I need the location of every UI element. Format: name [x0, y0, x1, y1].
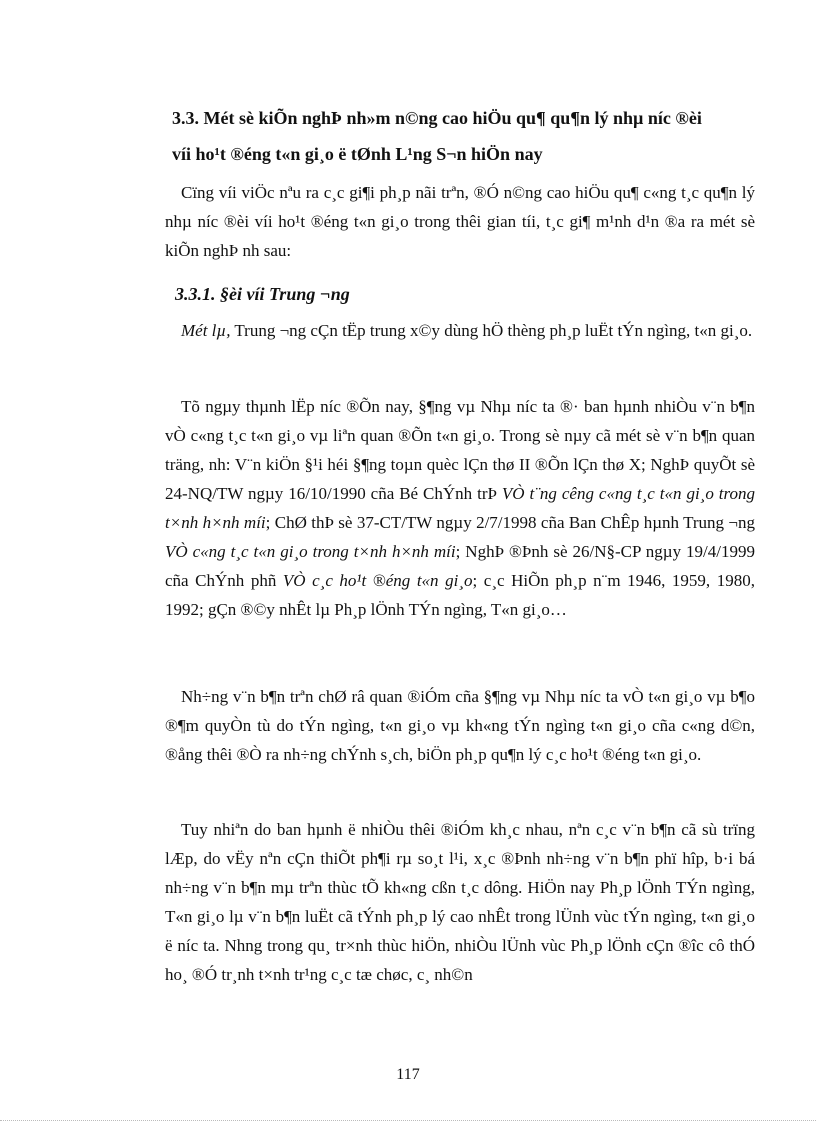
recommendation-one-paragraph: [165, 316, 755, 345]
section-heading-line-2: víi ho¹t ®éng t«n gi¸o ë tØnh L¹ng S¬n hiÖn nay: [172, 144, 543, 164]
recommendation-one-lead: Mét lµ,: [181, 321, 231, 340]
page-bottom-divider: [0, 1120, 816, 1121]
recommendation-one-text: Trung ¬ng cÇn tËp trung x©y dùng hÖ thèng ph¸p luËt tÝn ngìng, t«n gi¸o.: [230, 321, 753, 340]
review-paragraph: Tuy nhiªn do ban hµnh ë nhiÒu thêi ®iÓm kh¸c nhau, nªn c¸c v¨n b¶n cã sù trïng lÆp, do vËy nªn cÇn thiÕt ph¶i rµ so¸t l¹i, x¸c ®Þnh nh÷ng v¨n b¶n phï hîp, b·i bá nh÷ng v¨n b¶n mµ trªn thùc tÕ kh«ng cßn t¸c dông. HiÖn nay Ph¸p lÖnh TÝn ngìng, T«n gi¸o lµ v¨n b¶n luËt cã tÝnh ph¸p lý cao nhÊt trong lÜnh vùc tÝn ngìng, t«n gi¸o ë níc ta. Nhng trong qu¸ tr×nh thùc hiÖn, nhiÒu lÜnh vùc Ph¸p lÖnh cÇn ®îc cô thÓ ho¸ ®Ó tr¸nh t×nh tr¹ng c¸c tæ chøc, c¸ nh©n: [165, 820, 755, 984]
legal-text-2: ; ChØ thÞ sè 37-CT/TW ngµy 2/7/1998 cña Ban ChÊp hµnh Trung ¬ng: [265, 513, 755, 532]
legal-documents-paragraph: [165, 392, 755, 624]
legal-italic-title-1: VÒ t¨ng cêng c«ng t¸c t«n gi¸o trong t×nh h×nh míi: [165, 484, 755, 532]
legal-italic-title-2: VÒ c«ng t¸c t«n gi¸o trong t×nh h×nh míi: [165, 542, 456, 561]
legal-text-1: Tõ ngµy thµnh lËp níc ®Õn nay, §¶ng vµ Nhµ níc ta ®· ban hµnh nhiÒu v¨n b¶n vÒ c«ng t¸c t«n gi¸o vµ liªn quan ®Õn t«n gi¸o. Trong sè nµy cã mét sè v¨n b¶n quan träng, nh: V¨n kiÖn §¹i héi §¶ng toµn quèc lÇn thø II ®Õn lÇn thø X; NghÞ quyÕt sè 24-NQ/TW ngµy 16/10/1990 cña Bé ChÝnh trÞ: [165, 397, 755, 503]
legal-text-4: ; c¸c HiÕn ph¸p n¨m 1946, 1959, 1980, 1992; gÇn ®©y nhÊt lµ Ph¸p lÖnh TÝn ngìng, T«n gi¸o…: [165, 571, 755, 619]
section-heading: [172, 100, 757, 172]
section-heading-line-1: 3.3. Mét sè kiÕn nghÞ nh»m n©ng cao hiÖu qu¶ qu¶n lý nhµ níc ®èi: [172, 108, 702, 128]
viewpoint-paragraph: Nh÷ng v¨n b¶n trªn chØ râ quan ®iÓm cña §¶ng vµ Nhµ níc ta vÒ t«n gi¸o vµ b¶o ®¶m quyÒn tù do tÝn ngìng, t«n gi¸o vµ kh«ng tÝn ngìng t«n gi¸o cña c«ng d©n, ®ång thêi ®Ò ra nh÷ng chÝnh s¸ch, biÖn ph¸p qu¶n lý c¸c ho¹t ®éng t«n gi¸o.: [165, 687, 755, 764]
legal-italic-title-3: VÒ c¸c ho¹t ®éng t«n gi¸o: [282, 571, 473, 590]
intro-paragraph: Cïng víi viÖc nªu ra c¸c gi¶i ph¸p nãi trªn, ®Ó n©ng cao hiÖu qu¶ c«ng t¸c qu¶n lý nhµ níc ®èi víi ho¹t ®éng t«n gi¸o trong thêi gian tíi, t¸c gi¶ m¹nh d¹n ®a ra mét sè kiÕn nghÞ nh sau:: [165, 183, 755, 260]
legal-text-3: ; NghÞ ®Þnh sè 26/N§-CP ngµy 19/4/1999 cña ChÝnh phñ: [165, 542, 755, 590]
page-number: 117: [396, 1066, 420, 1083]
subsection-heading: 3.3.1. §èi víi Trung ¬ng: [175, 284, 350, 304]
